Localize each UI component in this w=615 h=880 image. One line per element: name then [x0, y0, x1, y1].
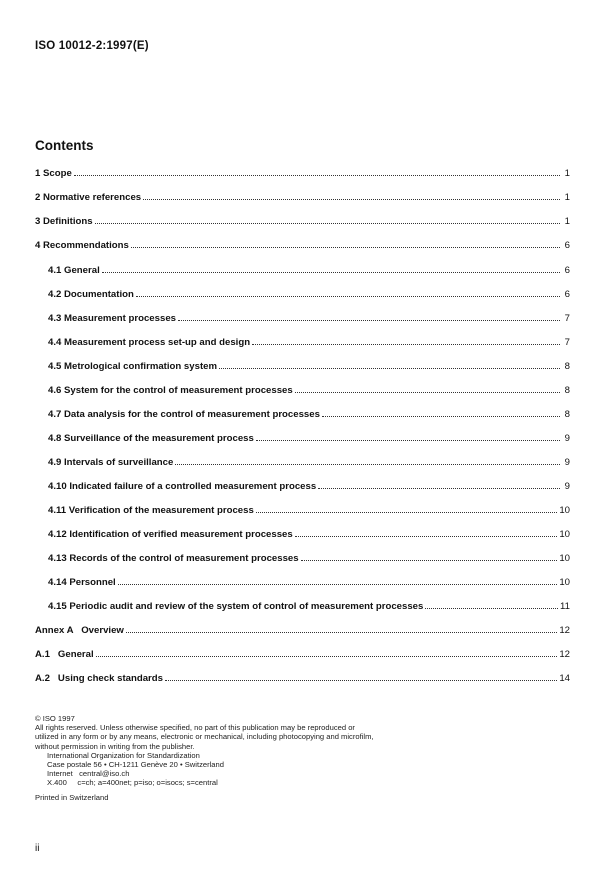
- toc-dot-leader: [126, 632, 557, 633]
- toc-entry-label: 4.8 Surveillance of the measurement process: [48, 433, 254, 444]
- toc-entry-page: 14: [559, 673, 570, 684]
- organization-name: International Organization for Standardization: [47, 750, 200, 760]
- copyright-block: [35, 714, 375, 802]
- toc-entry[interactable]: [35, 216, 570, 228]
- copyright-line: © ISO 1997: [35, 714, 75, 723]
- toc-entry-page: 12: [559, 625, 570, 636]
- toc-entry[interactable]: [35, 240, 570, 252]
- toc-dot-leader: [256, 440, 560, 441]
- toc-entry[interactable]: [35, 649, 570, 661]
- toc-entry-label: 4.9 Intervals of surveillance: [48, 457, 174, 468]
- toc-entry[interactable]: [48, 289, 570, 301]
- toc-entry[interactable]: [48, 601, 570, 613]
- toc-entry-label: 3 Definitions: [35, 216, 93, 227]
- toc-dot-leader: [318, 488, 560, 489]
- toc-entry-page: 12: [559, 649, 570, 660]
- document-id-header: ISO 10012-2:1997(E): [35, 40, 149, 52]
- toc-entry[interactable]: [48, 529, 570, 541]
- toc-entry-label: A.1 General: [35, 649, 94, 660]
- toc-entry-label: 4.1 General: [48, 265, 100, 276]
- toc-entry[interactable]: [48, 385, 570, 397]
- toc-entry-label: 4.4 Measurement process set-up and design: [48, 337, 251, 348]
- toc-entry-page: 6: [564, 240, 570, 251]
- toc-dot-leader: [74, 175, 560, 176]
- toc-entry-page: 10: [559, 577, 570, 588]
- toc-dot-leader: [178, 320, 560, 321]
- toc-entry[interactable]: [35, 625, 570, 637]
- toc-entry[interactable]: [48, 313, 570, 325]
- toc-entry-page: 8: [564, 409, 570, 420]
- x400-address: X.400 c=ch; a=400net; p=iso; o=isocs; s=central: [47, 778, 218, 788]
- toc-entry-label: Annex A Overview: [35, 625, 124, 636]
- organization-address: Case postale 56 • CH-1211 Genève 20 • Switzerland: [47, 760, 224, 770]
- toc-entry[interactable]: [48, 265, 570, 277]
- toc-entry[interactable]: [48, 433, 570, 445]
- toc-dot-leader: [322, 416, 560, 417]
- toc-entry-page: 11: [560, 601, 570, 612]
- toc-entry[interactable]: [48, 553, 570, 565]
- toc-entry-page: 7: [564, 313, 570, 324]
- toc-dot-leader: [143, 199, 560, 200]
- toc-entry-page: 10: [559, 529, 570, 540]
- toc-dot-leader: [131, 247, 560, 248]
- toc-entry-page: 1: [564, 216, 570, 227]
- toc-entry-page: 9: [564, 481, 570, 492]
- toc-dot-leader: [256, 512, 558, 513]
- toc-entry-label: 4.3 Measurement processes: [48, 313, 176, 324]
- toc-entry-label: 4.14 Personnel: [48, 577, 116, 588]
- toc-entry-label: 4.2 Documentation: [48, 289, 134, 300]
- toc-entry[interactable]: [35, 168, 570, 180]
- page-number: ii: [35, 843, 40, 854]
- toc-entry-page: 10: [559, 505, 570, 516]
- toc-dot-leader: [118, 584, 558, 585]
- toc-dot-leader: [252, 344, 560, 345]
- toc-entry-page: 8: [564, 361, 570, 372]
- toc-dot-leader: [425, 608, 558, 609]
- toc-dot-leader: [165, 680, 557, 681]
- toc-entry-page: 6: [564, 289, 570, 300]
- toc-entry-label: 4.15 Periodic audit and review of the system of control of measurement processes: [48, 601, 424, 612]
- rights-notice: All rights reserved. Unless otherwise specified, no part of this publication may be reproduced or utilized in any form or by any means, electronic or mechanical, including photocopying and microfilm, without permission in writing from the publisher.: [35, 723, 374, 751]
- toc-entry-label: A.2 Using check standards: [35, 673, 163, 684]
- toc-entry-label: 4.11 Verification of the measurement process: [48, 505, 254, 516]
- toc-entry-page: 8: [564, 385, 570, 396]
- toc-dot-leader: [295, 392, 560, 393]
- toc-entry[interactable]: [48, 481, 570, 493]
- toc-dot-leader: [95, 223, 560, 224]
- toc-entry[interactable]: [48, 577, 570, 589]
- toc-entry-label: 4.7 Data analysis for the control of measurement processes: [48, 409, 320, 420]
- toc-entry-label: 4.12 Identification of verified measurement processes: [48, 529, 293, 540]
- toc-entry-label: 2 Normative references: [35, 192, 142, 203]
- toc-entry[interactable]: [48, 337, 570, 349]
- toc-entry[interactable]: [48, 457, 570, 469]
- toc-entry-label: 1 Scope: [35, 168, 72, 179]
- toc-dot-leader: [295, 536, 558, 537]
- toc-entry-page: 7: [564, 337, 570, 348]
- toc-dot-leader: [219, 368, 560, 369]
- toc-entry-page: 9: [564, 457, 570, 468]
- contents-title: Contents: [35, 138, 94, 153]
- toc-entry[interactable]: [35, 192, 570, 204]
- toc-entry-page: 6: [564, 265, 570, 276]
- toc-entry[interactable]: [35, 673, 570, 685]
- printed-in: Printed in Switzerland: [35, 792, 109, 802]
- toc-entry-label: 4.10 Indicated failure of a controlled measurement process: [48, 481, 317, 492]
- toc-entry-page: 9: [564, 433, 570, 444]
- toc-dot-leader: [96, 656, 558, 657]
- toc-entry-label: 4.5 Metrological confirmation system: [48, 361, 218, 372]
- toc-entry[interactable]: [48, 505, 570, 517]
- toc-entry[interactable]: [48, 361, 570, 373]
- toc-entry[interactable]: [48, 409, 570, 421]
- toc-dot-leader: [136, 296, 560, 297]
- toc-dot-leader: [102, 272, 560, 273]
- toc-dot-leader: [175, 464, 560, 465]
- toc-entry-page: 1: [564, 192, 570, 203]
- toc-entry-page: 1: [564, 168, 570, 179]
- toc-entry-page: 10: [559, 553, 570, 564]
- toc-dot-leader: [301, 560, 558, 561]
- toc-entry-label: 4 Recommendations: [35, 240, 129, 251]
- toc-entry-label: 4.6 System for the control of measurement processes: [48, 385, 293, 396]
- internet-address: Internet central@iso.ch: [47, 769, 130, 779]
- toc-entry-label: 4.13 Records of the control of measurement processes: [48, 553, 299, 564]
